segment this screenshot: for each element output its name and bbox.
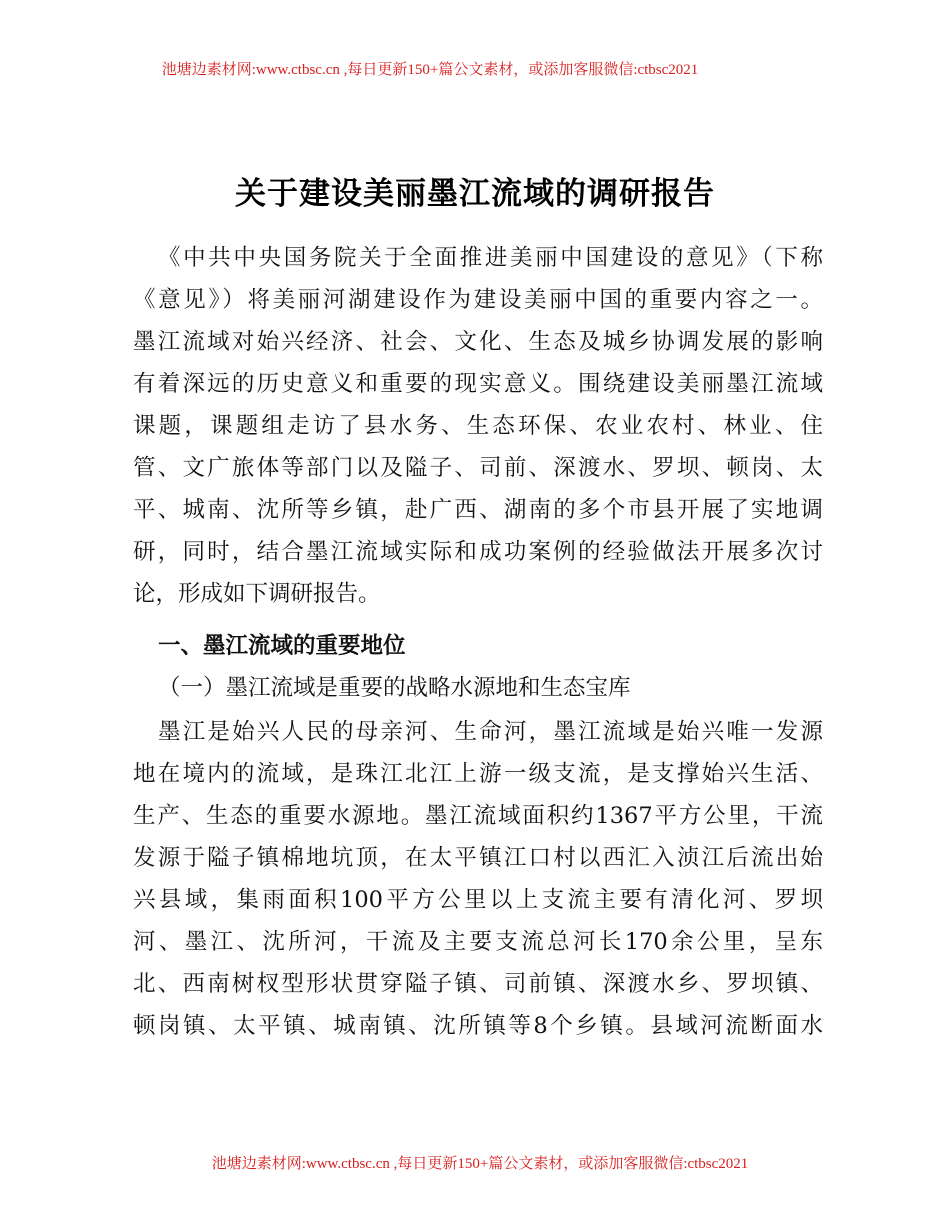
intro-line: 管、文广旅体等部门以及隘子、司前、深渡水、罗坝、顿岗、太 [133, 455, 823, 481]
body-line: 顿岗镇、太平镇、城南镇、沈所镇等8个乡镇。县域河流断面水 [133, 1013, 823, 1039]
watermark-header: 池塘边素材网:www.ctbsc.cn ,每日更新150+篇公文素材，或添加客服微信:ctbsc2021 [161, 62, 699, 78]
intro-line: 课题，课题组走访了县水务、生态环保、农业农村、林业、住 [133, 413, 823, 439]
body-line: 北、西南树杈型形状贯穿隘子镇、司前镇、深渡水乡、罗坝镇、 [133, 971, 823, 997]
intro-line: 《中共中央国务院关于全面推进美丽中国建设的意见》（下称 [158, 245, 823, 271]
intro-line: 《意见》）将美丽河湖建设作为建设美丽中国的重要内容之一。 [133, 287, 823, 313]
intro-line: 平、城南、沈所等乡镇，赴广西、湖南的多个市县开展了实地调 [133, 497, 823, 523]
intro-line: 墨江流域对始兴经济、社会、文化、生态及城乡协调发展的影响 [133, 329, 823, 355]
document-title: 关于建设美丽墨江流域的调研报告 [235, 176, 715, 212]
body-line: 生产、生态的重要水源地。墨江流域面积约1367平方公里，干流 [133, 803, 823, 829]
intro-line: 研，同时，结合墨江流域实际和成功案例的经验做法开展多次讨 [133, 539, 823, 565]
body-line: 地在境内的流域，是珠江北江上游一级支流，是支撑始兴生活、 [133, 761, 823, 787]
section-heading: 一、墨江流域的重要地位 [158, 633, 406, 659]
body-line: 兴县域，集雨面积100平方公里以上支流主要有清化河、罗坝 [133, 887, 823, 913]
body-line: 墨江是始兴人民的母亲河、生命河，墨江流域是始兴唯一发源 [158, 719, 823, 745]
subsection-heading: （一）墨江流域是重要的战略水源地和生态宝库 [158, 675, 631, 701]
intro-line: 有着深远的历史意义和重要的现实意义。围绕建设美丽墨江流域 [133, 371, 823, 397]
body-line: 发源于隘子镇棉地坑顶，在太平镇江口村以西汇入浈江后流出始 [133, 845, 823, 871]
body-line: 河、墨江、沈所河，干流及主要支流总河长170余公里，呈东 [133, 929, 823, 955]
watermark-footer: 池塘边素材网:www.ctbsc.cn ,每日更新150+篇公文素材，或添加客服微信:ctbsc2021 [211, 1156, 749, 1172]
intro-line: 论，形成如下调研报告。 [133, 581, 381, 607]
